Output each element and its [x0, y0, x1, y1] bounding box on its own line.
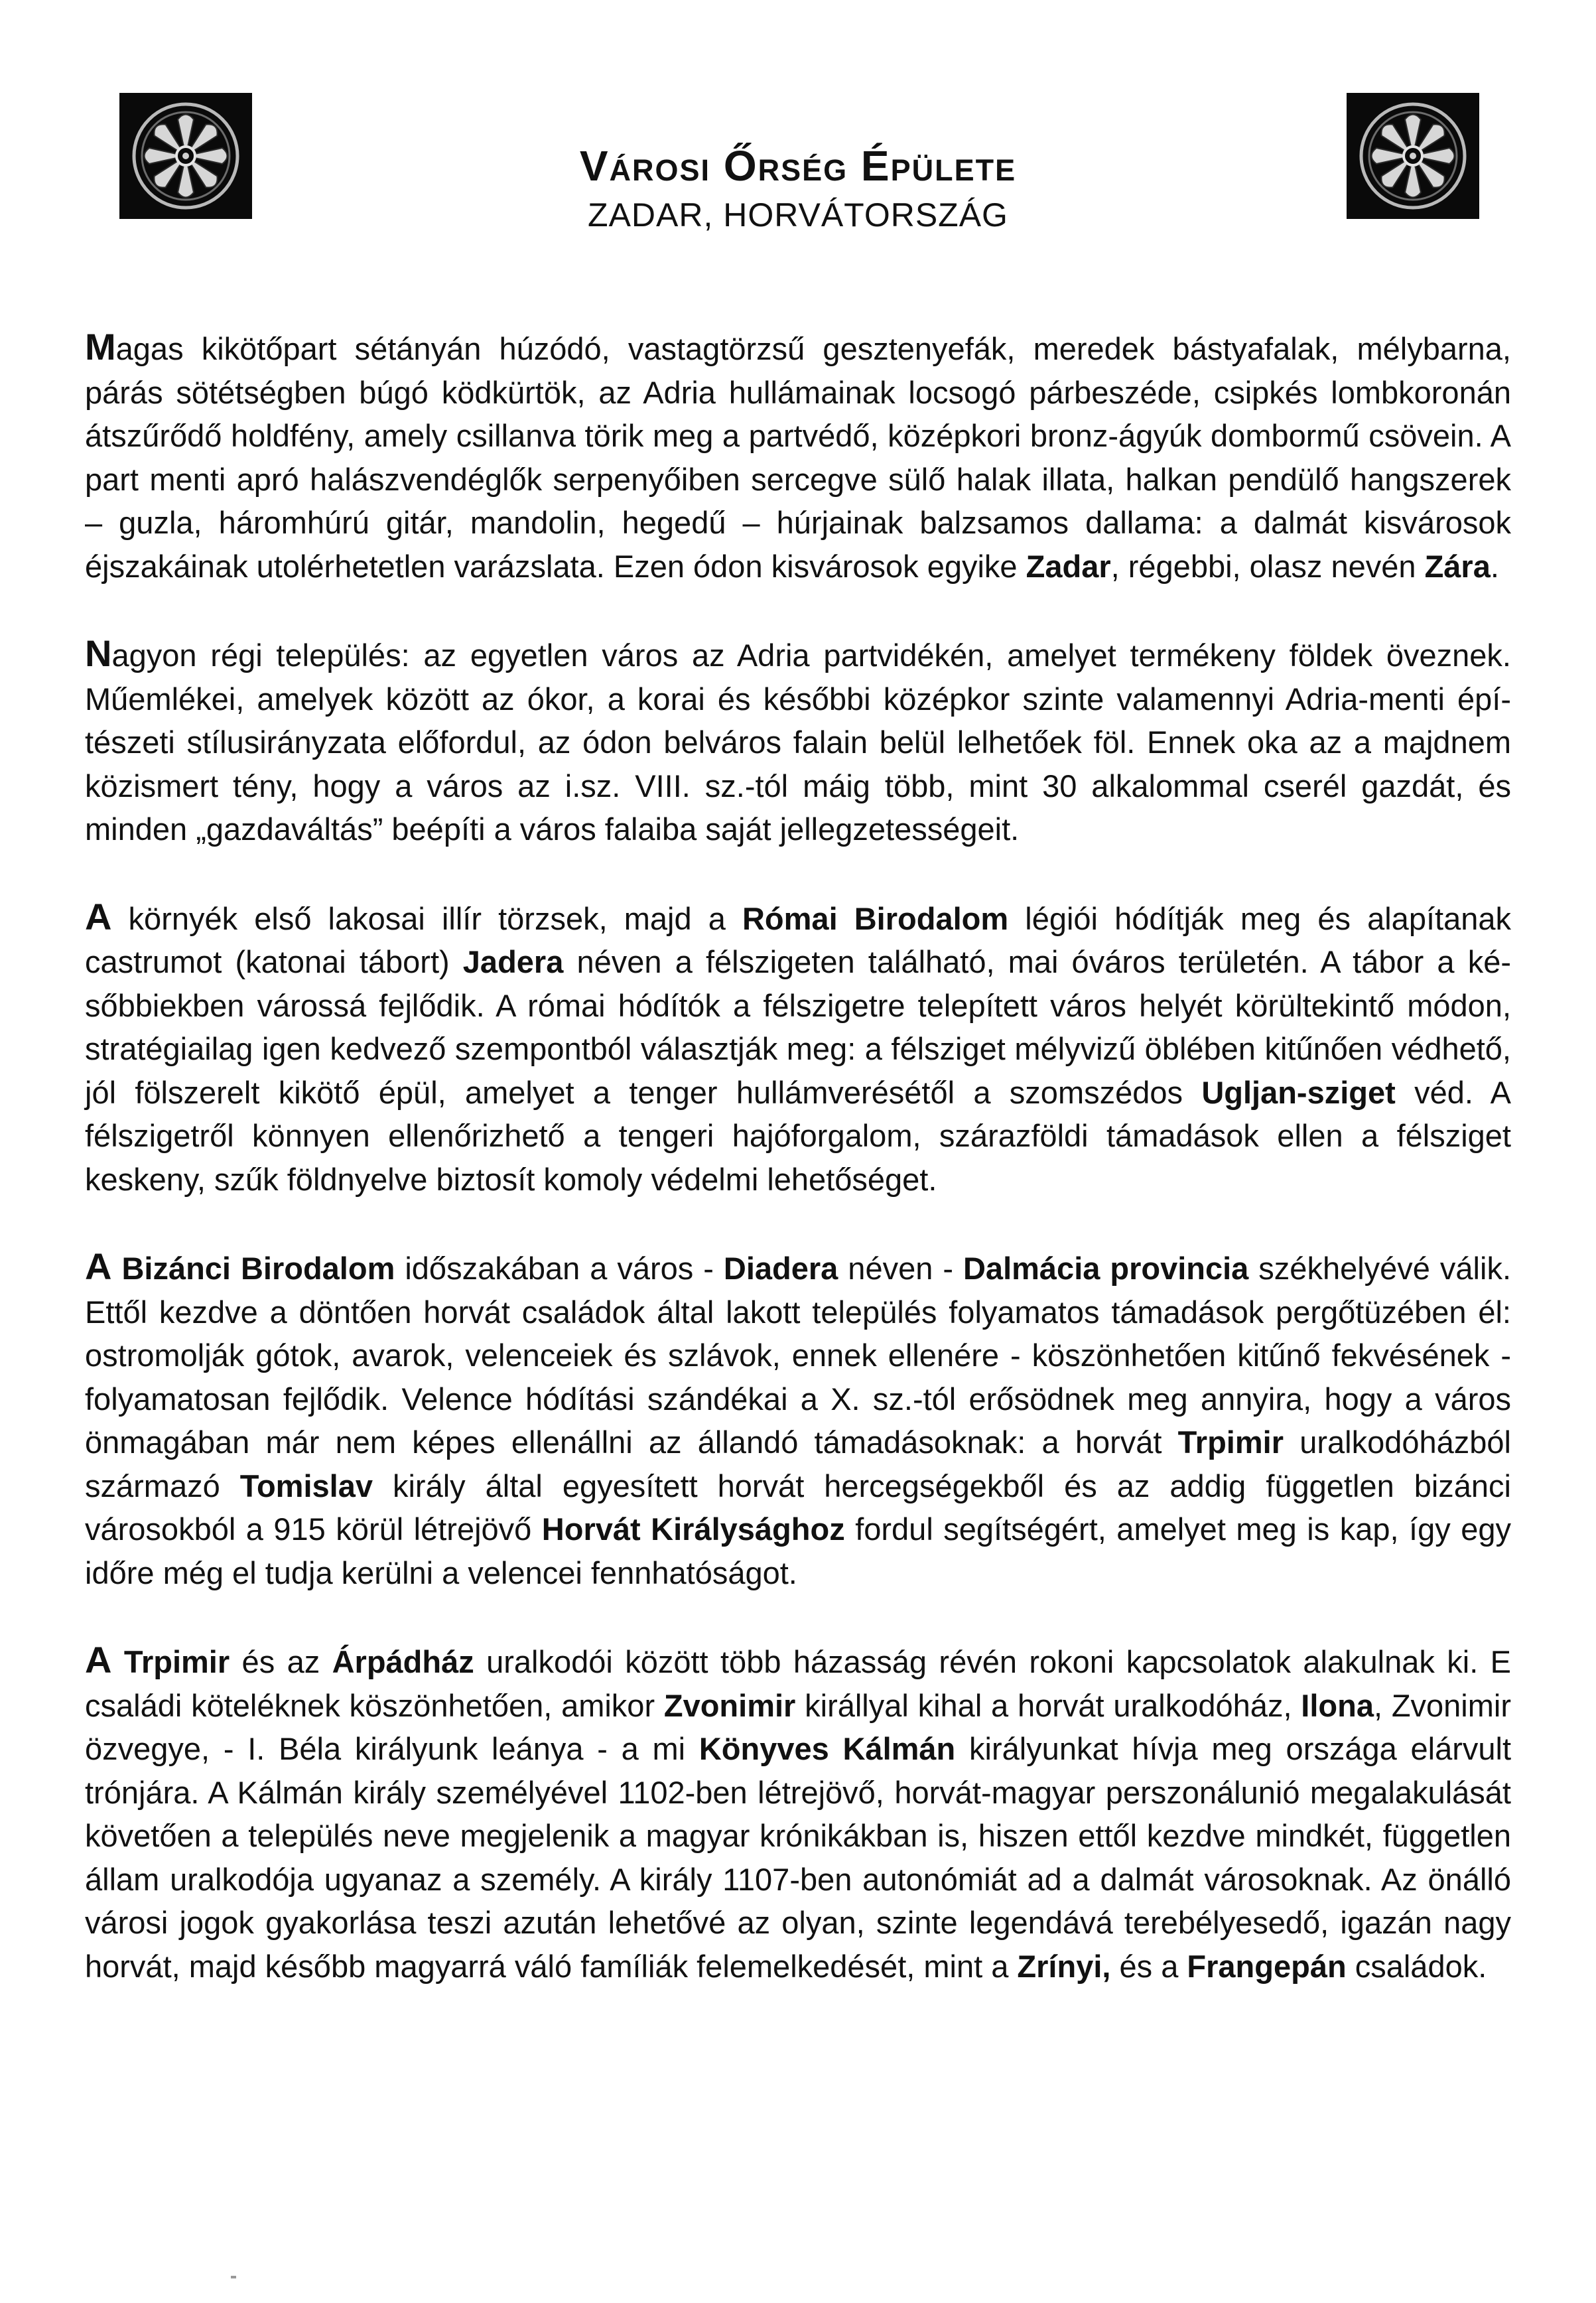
text-run: . — [1490, 548, 1499, 584]
text-run: agyon régi település: az egyetlen város az Adria partvidékén, amelyet termékeny földek öveznek. Műemlékei, amelyek között az ókor, a korai és későbbi középkor szinte valamennyi Adria-menti építészeti stílusirányzata előfordul, az ódon belváros falain belül lelhetőek föl. Ennek oka az a majdnem közismert tény, hogy a város az i.sz. VIII. sz.-tól máig több, mint 30 alkalommal cserél gazdát, és minden „gazdaváltás” beépíti a város falaiba saját jellegzetességeit. — [85, 638, 1511, 847]
bold-term: Bizánci Birodalom — [121, 1251, 395, 1286]
initial-letter: M — [85, 326, 116, 368]
text-run: király által egyesített horvát hercegségekből és az addig független bizánci városokból a 915 körül létrejövő — [85, 1468, 1511, 1547]
text-run — [111, 1644, 123, 1679]
bold-term: Tomislav — [239, 1468, 373, 1503]
bold-term: Ugljan-sziget — [1201, 1074, 1396, 1110]
text-run: agas kikötőpart sétányán húzódó, vastagtörzsű gesztenyefák, meredek bástyafalak, mélybarna, párás sötétségben búgó ködkürtök, az Adria hullámainak locsogó párbeszéde, csipkés lombkoronán átszűrődő holdfény, amely csillanva törik meg a partvédő, középkori bronz-ágyúk dombormű csövein. A part menti apró halászvendéglők serpenyőiben sercegve sülő halak illata, halkan pendülő hangszerek – guzla, háromhúrú gitár, mandolin, hegedű – húrjainak balzsamos dallama: a dalmát kisvárosok éjszakáinak utolérhetetlen varázslata. Ezen ódon kisvárosok egyike — [85, 331, 1511, 584]
bold-term: Zvonimir — [663, 1687, 796, 1723]
bold-term: Diadera — [723, 1251, 838, 1286]
paragraph — [85, 325, 1511, 588]
bold-term: Trpimir — [123, 1644, 230, 1679]
bold-term: Trpimir — [1177, 1425, 1284, 1460]
initial-letter: N — [85, 632, 112, 674]
text-run: környék első lakosai illír törzsek, majd a — [111, 900, 742, 936]
text-run: és az — [230, 1644, 332, 1679]
page-title: Városi Őrség Épülete — [579, 142, 1017, 190]
text-run: néven - — [838, 1251, 963, 1286]
bold-term: Zadar — [1026, 548, 1111, 584]
bold-term: Ilona — [1301, 1687, 1374, 1723]
initial-letter: A — [85, 895, 112, 938]
bold-term: Könyves Kálmán — [698, 1731, 956, 1766]
paragraph — [85, 1638, 1511, 1988]
text-run: székhelyévé válik. Ettől kezdve a döntően horvát családok által lakott település folyamatos támadások pergőtüzében él: ostromolják gótok, avarok, velenceiek és szlávok, ennek ellenére - köszönhetően kitűnő fekvésének - folyamatosan fejlődik. Velence hódítási szándékai a X. sz.-tól erősödnek meg annyira, hogy a város önmagában már nem képes ellenállni az állandó támadásoknak: a horvát — [85, 1251, 1512, 1460]
scan-speck — [231, 2276, 236, 2278]
paragraph — [85, 1245, 1511, 1594]
bold-term: Római Birodalom — [742, 900, 1009, 936]
bold-term: Árpádház — [332, 1644, 474, 1679]
bold-term: Zára — [1424, 548, 1491, 584]
initial-letter: A — [85, 1245, 112, 1287]
header — [0, 143, 1596, 234]
text-run: fordul segítségért, amelyet meg is kap, így egy időre még el tudja kerülni a velencei fennhatóságot. — [85, 1511, 1511, 1590]
text-run — [111, 1251, 121, 1286]
bold-term: Jadera — [462, 944, 564, 979]
text-run: , Zvonimir özvegye, - I. Béla királyunk leánya - a mi — [85, 1687, 1511, 1766]
text-run: családok. — [1346, 1948, 1487, 1984]
text-run: és a — [1110, 1948, 1187, 1984]
text-run: időszakában a város - — [395, 1251, 724, 1286]
paragraph — [85, 895, 1511, 1202]
bold-term: Dalmácia provincia — [963, 1251, 1249, 1286]
initial-letter: A — [85, 1639, 112, 1681]
text-run: légiói hódítják meg és alapítanak castrumot (katonai tábort) — [85, 900, 1511, 979]
text-run: uralkodói között több házasság révén rokoni kapcsolatok alakulnak ki. E családi köteléknek köszönhetően, amikor — [85, 1644, 1512, 1723]
text-run: , régebbi, olasz nevén — [1110, 548, 1425, 584]
bold-term: Zrínyi, — [1017, 1948, 1111, 1984]
bold-term: Frangepán — [1187, 1948, 1347, 1984]
text-run: uralkodóházból származó — [85, 1425, 1511, 1503]
text-run: véd. A félszigetről könnyen ellenőrizhető a tengeri hajóforgalom, szárazföldi támadások ellen a félsziget keskeny, szűk földnyelve biztosít komoly védelmi lehetőséget. — [85, 1074, 1511, 1197]
bold-term: Horvát Királysághoz — [541, 1511, 845, 1547]
text-run: királyunkat hívja meg országa elárvult trónjára. A Kálmán király személyével 1102-ben létrejövő, horvát-magyar perszonálunió megalakulását követően a település neve megjelenik a magyar krónikákban is, hiszen ettől kezdve mindkét, független állam uralkodója ugyanaz a személy. A király 1107-ben autonómiát ad a dalmát városoknak. Az önálló városi jogok gyakorlása teszi azután lehetővé az olyan, szinte legendává terebélyesedő, igazán nagy horvát, majd később magyarrá váló famíliák felemelkedését, mint a — [85, 1731, 1511, 1984]
paragraph — [85, 632, 1511, 851]
article-body — [85, 325, 1511, 2032]
page-subtitle: ZADAR, HORVÁTORSZÁG — [588, 196, 1008, 234]
text-run: néven a félszigeten található, mai óváros területén. A tábor a későbbiekben várossá fejlődik. A római hódítók a félszigetre telepített város helyét körültekintő módon, stratégiailag igen kedvező szempontból választják meg: a félsziget mélyvizű öblében kitűnően védhető, jól fölszerelt kikötő épül, amelyet a tenger hullámverésétől a szomszédos — [85, 944, 1511, 1110]
text-run: királlyal kihal a horvát uralkodóház, — [795, 1687, 1301, 1723]
